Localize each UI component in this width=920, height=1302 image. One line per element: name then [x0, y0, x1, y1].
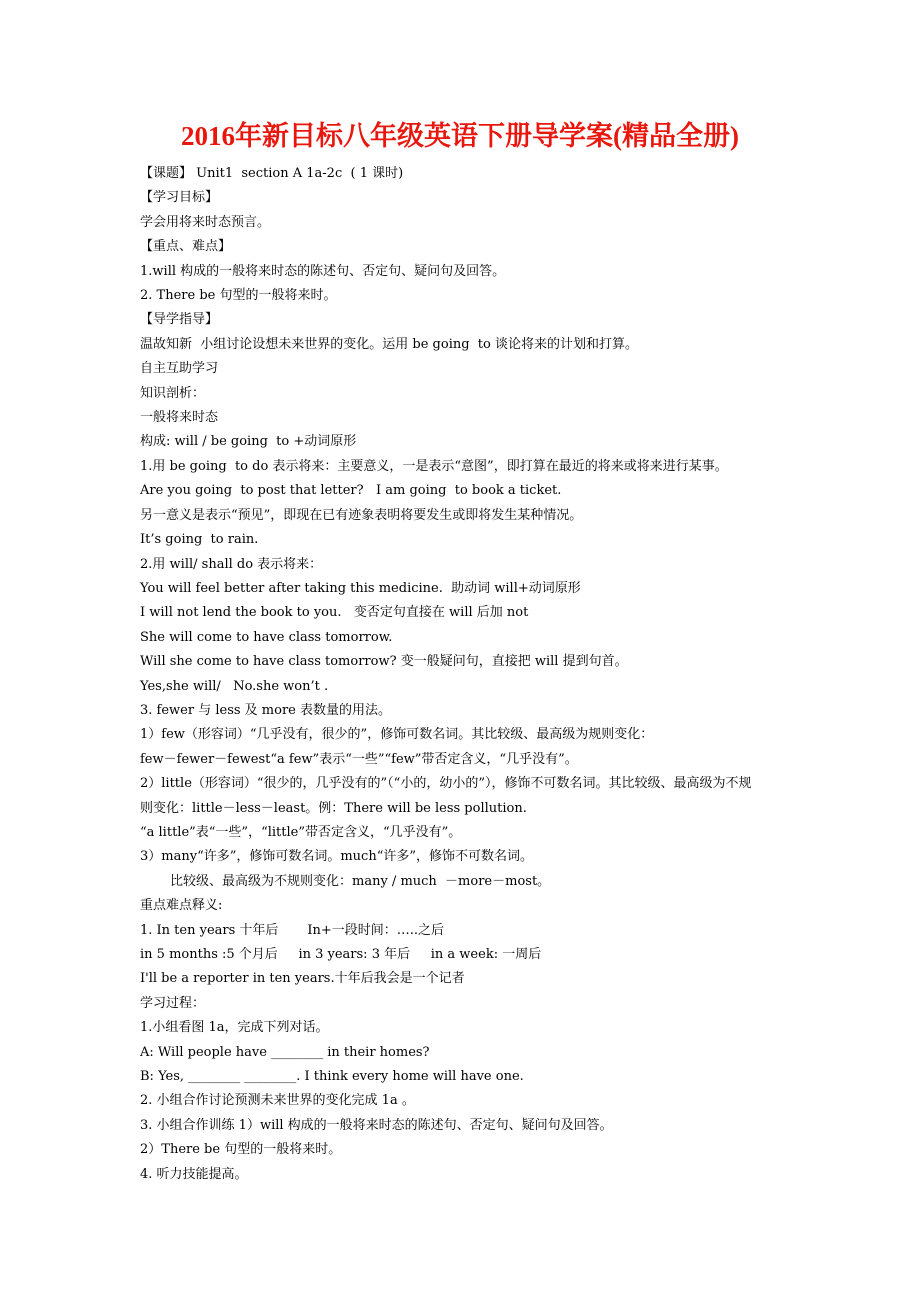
text-line: 一般将来时态 — [140, 410, 219, 426]
section-heading-key-points: 【重点、难点】 — [140, 239, 232, 255]
text-line: in 5 months :5 个月后 in 3 years: 3 年后 in a week: 一周后 — [140, 947, 542, 962]
example-sentence: She will come to have class tomorrow. — [140, 629, 393, 645]
text-line: 4. 听力技能提高。 — [140, 1166, 248, 1182]
text-line: 另一意义是表示“预见”，即现在已有迹象表明将要发生或即将发生某种情况。 — [140, 507, 583, 523]
text-line: 比较级、最高级为不规则变化：many / much －more－most。 — [170, 873, 551, 889]
text-line: 1.用 be going to do 表示将来：主要意义，一是表示“意图”，即打算在最近的将来或将来进行某事。 — [140, 458, 728, 474]
text-line: 重点难点释义: — [140, 898, 223, 914]
text-line: 构成: will / be going to +动词原形 — [140, 434, 357, 450]
text-line: 则变化：little－less－least。例：There will be less pollution. — [140, 800, 527, 816]
page-title: 2016年新目标八年级英语下册导学案(精品全册) — [181, 121, 739, 151]
lesson-topic-line: 【课题】 Unit1 section A 1a-2c ( 1 课时) — [140, 166, 404, 181]
text-line: 知识剖析： — [140, 385, 206, 401]
text-line: 学习过程： — [140, 995, 206, 1011]
text-line: 2）There be 句型的一般将来时。 — [140, 1142, 342, 1158]
example-sentence: Will she come to have class tomorrow? 变一般疑问句，直接把 will 提到句首。 — [140, 654, 628, 670]
text-line: 1.小组看图 1a，完成下列对话。 — [140, 1020, 329, 1036]
text-line: 2.用 will/ shall do 表示将来： — [140, 556, 323, 572]
example-sentence: I'll be a reporter in ten years.十年后我会是一个记者 — [140, 971, 465, 987]
exercise-line: B: Yes, ________ ________. I think every home will have one. — [140, 1069, 524, 1085]
example-sentence: Are you going to post that letter? I am going to book a ticket. — [140, 483, 562, 499]
example-sentence: Yes,she will/ No.she won’t . — [140, 678, 329, 694]
text-line: 1. In ten years 十年后 In+一段时间：…..之后 — [140, 922, 444, 938]
section-heading-objectives: 【学习目标】 — [140, 190, 219, 206]
text-line: 学会用将来时态预言。 — [140, 214, 271, 230]
text-line: 温故知新 小组讨论设想未来世界的变化。运用 be going to 谈论将来的计划和打算。 — [140, 336, 638, 352]
text-line: 2）little（形容词）“很少的，几乎没有的”（“小的，幼小的”），修饰不可数名词。其比较级、最高级为不规 — [140, 776, 752, 792]
text-line: 2. There be 句型的一般将来时。 — [140, 288, 337, 304]
text-line: 3）many“许多”，修饰可数名词。much“许多”，修饰不可数名词。 — [140, 849, 534, 865]
example-sentence: You will feel better after taking this medicine. 助动词 will+动词原形 — [140, 580, 581, 596]
text-line: “a little”表“一些”，“little”带否定含义，“几乎没有”。 — [140, 824, 462, 840]
text-line: 1.will 构成的一般将来时态的陈述句、否定句、疑问句及回答。 — [140, 263, 506, 279]
text-line: 3. 小组合作训练 1）will 构成的一般将来时态的陈述句、否定句、疑问句及回答。 — [140, 1117, 613, 1133]
text-line: 3. fewer 与 less 及 more 表数量的用法。 — [140, 702, 391, 718]
text-line: 1）few（形容词）“几乎没有，很少的”，修饰可数名词。其比较级、最高级为规则变化： — [140, 727, 654, 743]
exercise-line: A: Will people have ________ in their homes? — [140, 1044, 430, 1060]
document-body — [140, 162, 790, 1187]
example-sentence: I will not lend the book to you. 变否定句直接在 will 后加 not — [140, 605, 529, 621]
text-line: 自主互助学习 — [140, 361, 219, 377]
example-sentence: It’s going to rain. — [140, 532, 259, 548]
text-line: few－fewer－fewest“a few”表示“一些”“few”带否定含义，“几乎没有”。 — [140, 751, 578, 767]
text-line: 2. 小组合作讨论预测未来世界的变化完成 1a 。 — [140, 1093, 415, 1109]
section-heading-guidance: 【导学指导】 — [140, 312, 219, 328]
